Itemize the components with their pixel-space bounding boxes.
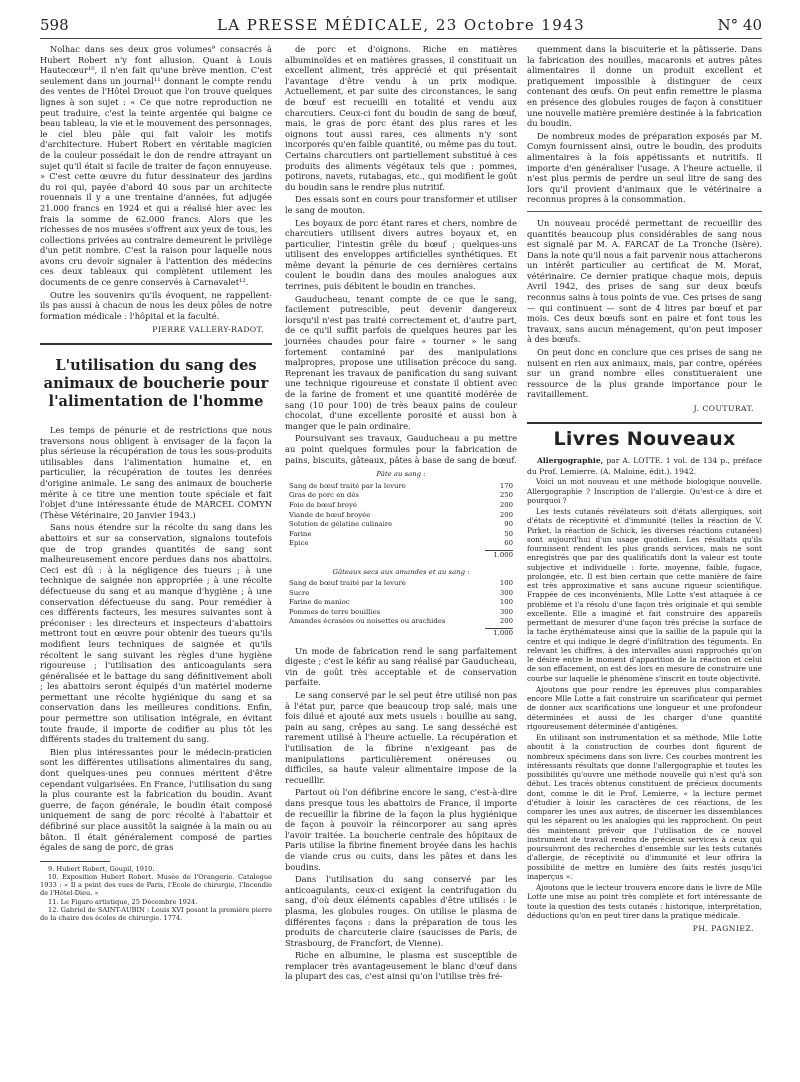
- signature: PH. PAGNIEZ.: [692, 924, 754, 934]
- paragraph: Voici un mot nouveau et une méthode biologique nouvelle. Allergographie ? Inscription de l'allergie. Qu'est-ce à dire et pourquoi ?: [527, 477, 762, 505]
- paragraph: En utilisant son instrumentation et sa méthode, Mlle Lotte aboutit à la construction de courbes dont figurent de nombreux spécimens dans son livre. Ces courbes montrent les intéressants résultats que donne l'allergographie et toutes les possibilités qu'ouvre une méthode nouvelle qui n'est qu'à son début. Les tracés obtenus constituent de précieux documents dont, comme le dit le Prof. Lemierre, « la lecture permet d'étudier à loisir les caractères de ces réactions, de les comparer les unes aux autres, de discerner les dissemblances qui les séparent ou les analogies qui les rapprochent. On peut dès maintenant prévoir que l'utilisation de ce nouvel instrument de travail rendra de précieux services à ceux qui poursuivront des recherches d'ensemble sur les tests cutanés d'allergie, de réceptivité ou d'immunité et leur offrira la possibilité de mettre en lumière des faits restés jusqu'ici inaperçus ».: [527, 733, 762, 881]
- table-row: Sang de bœuf traité par la levure 170: [289, 481, 513, 490]
- journal-title: LA PRESSE MÉDICALE, 23 Octobre 1943: [216, 16, 586, 34]
- table-total: 1.000: [289, 628, 513, 639]
- section-divider: [40, 343, 272, 345]
- paragraph: Un mode de fabrication rend le sang parfaitement digeste ; c'est le kéfir au sang réalisé par Gauducheau, vin de goût très acceptable et de conservation parfaite.: [285, 645, 517, 688]
- table-row: Sucre 300: [289, 588, 513, 597]
- table-row: Epice 60: [289, 539, 513, 548]
- table-row: Foie de bœuf broyé 200: [289, 500, 513, 509]
- signature: PIERRE VALLERY-RADOT.: [152, 325, 264, 335]
- recipe-table-pate: [289, 470, 513, 560]
- header-rule: [40, 38, 762, 39]
- table-row: Viande de bœuf broyée 200: [289, 510, 513, 519]
- paragraph: Nolhac dans ses deux gros volumes⁹ consacrés à Hubert Robert n'y font allusion. Quant à Louis Hautecœur¹⁰, il n'en fait qu'une brève mention. C'est seulement dans un journal¹¹ donnant le compte rendu des ventes de l'Hôtel Drouot que l'on trouve quelques lignes à son sujet : « Ce que notre reproduction ne peut traduire, c'est la teinte argentée qui baigne ce beau tableau, la vie et le mouvement des personnages, le ciel bleu pâle qui fait valoir les motifs d'architecture. Hubert Robert en véritable magicien de la couleur possédait le don de rendre attrayant un sujet qu'il était si facile de traiter de façon ennuyeuse. » C'est cette œuvre du futur dessinateur des jardins du roi qui, payée d'abord 40 sous par un architecte rouennais il y a une trentaine d'années, fut adjugée 21.000 francs en 1924 et qui a réalisé hier avec les frais la somme de 62.000 francs. Alors que les richesses de nos musées s'offrent aux yeux de tous, les collections privées au contraire demeurent le privilège d'un petit nombre. C'est la raison pour laquelle nous avons cru devoir signaler à l'attention des médecins ces deux tableaux qui complètent utilement les documents de ce genre conservés à Carnavalet¹².: [40, 44, 272, 288]
- article-title: L'utilisation du sang des animaux de boucherie pour l'alimentation de l'homme: [43, 357, 269, 411]
- table-row: Amandes écrasées ou noisettes ou arachides 200: [289, 617, 513, 626]
- paragraph: Ajoutons que pour rendre les épreuves plus comparables encore Mlle Lotte a fait construire un scarificateur qui permet de donner aux scarifications une longueur et une profondeur déterminées et aussi de les charger d'une quantité rigoureusement déterminée d'antigènes.: [527, 684, 762, 731]
- footnote: 12. Gabriel de SAINT-AUBIN : Louis XVI posant la première pierre de la chaire des écoles de chirurgie. 1774.: [40, 905, 272, 922]
- paragraph: Gauducheau, tenant compte de ce que le sang, facilement putrescible, peut devenir dangereux lorsqu'il n'est pas traité correctement et, d'autre part, de ce qu'il suffit parfois de quelques heures par les journées chaudes pour faire « tourner » le sang fortement contaminé par des manipulations malpropres, propose une utilisation précoce du sang. Reprenant les travaux de panification du sang suivant une technique rigoureuse et constate il obtient avec de la farine de froment et une quantité modérée de sang (10 pour 100) de très beaux pains de couleur chocolat, d'une excellente porosité et aussi bon à manger que le pain ordinaire.: [285, 293, 517, 431]
- paragraph: Des essais sont en cours pour transformer et utiliser le sang de mouton.: [285, 194, 517, 215]
- table-row: Farine de manioc 100: [289, 598, 513, 607]
- page-number: 598: [40, 16, 69, 34]
- paragraph: de porc et d'oignons. Riche en matières albuminoïdes et en matières grasses, il constituait un excellent aliment, très apprécié et qui présentait l'avantage d'être vendu à un prix modique. Actuellement, et par suite des circonstances, le sang de bœuf est recueilli en totalité et vendu aux charcutiers. Ceux-ci font du boudin de sang de bœuf, mais, le gras de porc étant des plus rares et les oignons tout aussi rares, ces aliments n'y sont incorporés qu'en faible quantité, ou même pas du tout. Certains charcutiers ont partiellement substitué à ces produits des aliments végétaux tels que : pommes, potirons, navets, rutabagas, etc., qui modifient le goût du boudin sans le rendre plus nutritif.: [285, 44, 517, 192]
- paragraph: Riche en albumine, le plasma est susceptible de remplacer très avantageusement le blanc d'œuf dans la plupart des cas, c'est ainsi qu'on l'utilise très fré-: [285, 950, 517, 982]
- paragraph: Les temps de pénurie et de restrictions que nous traversons nous obligent à envisager de la façon la plus sérieuse la récupération de tous les sous-produits utilisables dans l'alimentation humaine et, en particulier, la récupération de toutes les denrées d'origine animale. Le sang des animaux de boucherie mérite à ce titre une mention toute spéciale et fait l'objet d'une intéressante étude de MARCEL COMYN (Thèse Vétérinaire, 20 Janvier 1943.): [40, 425, 272, 520]
- paragraph: De nombreux modes de préparation exposés par M. Comyn fournissent ainsi, outre le boudin, des produits alimentaires à la fois appétissants et nutritifs. Il importe d'en généraliser l'usage. A l'heure actuelle, il n'est plus permis de perdre un seul litre de sang des lors qu'il provient d'animaux que le vétérinaire a reconnus propres à la consommation.: [527, 130, 762, 205]
- paragraph: quemment dans la biscuiterie et la pâtisserie. Dans la fabrication des nouilles, macaronis et autres pâtes alimentaires il donne un produit excellent et pratiquement impossible à distinguer de ceux contenant des œufs. On peut enfin remettre le plasma en présence des globules rouges de façon à constituer une nouvelle matière première destinée à la fabrication du boudin.: [527, 44, 762, 129]
- book-citation: Allergographie, par A. LOTTE. 1 vol. de 134 p., préface du Prof. Lemierre. (A. Maloine, édit.). 1942.: [527, 456, 762, 476]
- footnote: 10. Exposition Hubert Robert. Musée de l'Orangerie. Catalogue 1933 : « Il a peint des vues de Paris, l'Ecole de chirurgie, l'Incendie de l'Hôtel-Dieu. »: [40, 872, 272, 898]
- paragraph: Dans l'utilisation du sang conservé par les anticoagulants, ceux-ci exigent la centrifugation du sang, d'où deux éléments capables d'être utilisés : le plasma, les globules rouges. On utilise le plasma de différentes façons : dans la préparation de tous les produits de charcuterie claire (saucisses de Paris, de Strasbourg, de Francfort, de Vienne).: [285, 874, 517, 948]
- table-caption: Pâte au sang :: [376, 470, 426, 479]
- table-total: 1.000: [289, 550, 513, 561]
- paragraph: On peut donc en conclure que ces prises de sang ne nuisent en rien aux animaux, mais, par contre, opérées sur un grand nombre elles constitueraient une ressource de la plus grande importance pour le ravitaillement.: [527, 347, 762, 400]
- paragraph: Un nouveau procédé permettant de recueillir des quantités beaucoup plus considérables de sang nous est signalé par M. A. FARCAT de La Tronche (Isère). Dans la note qu'il nous a fait parvenir nous attacherons un intérêt particulier au certificat de M. Morat, vétérinaire. Ce dernier pratique chaque mois, depuis Avril 1942, des prises de sang sur deux bœufs reconnus sains à tous points de vue. Ces prises de sang — qui continuent — sont de 4 litres par bœuf et par mois. Ces deux bœufs sont en paire et font tous les travaux, sans aucun ménagement, qu'on peut imposer à des bœufs.: [527, 217, 762, 345]
- table-row: Sang de bœuf traité par la levure 100: [289, 579, 513, 588]
- recipe-table-gateaux: [289, 568, 513, 639]
- table-row: Solution de gélatine culinaire 90: [289, 520, 513, 529]
- table-caption: Gâteaux secs aux amandes et au sang :: [332, 567, 470, 576]
- paragraph: Les boyaux de porc étant rares et chers, nombre de charcutiers utilisent divers autres boyaux et, en particulier, l'intestin grêle du bœuf ; quelques-uns utilisent des enveloppes artificielles synthétiques. Et même devant la pénurie de ces dernières certains coulent le boudin dans des moules analogues aux terrines, puis débitent le boudin en tranches.: [285, 217, 517, 292]
- footnote: 11. Le Figaro artistique, 25 Décembre 1924.: [48, 897, 198, 906]
- section-divider: [527, 422, 762, 424]
- paragraph: Outre les souvenirs qu'ils évoquent, ne rappellent-ils pas aussi à chacun de nous les deux pôles de notre formation médicale : l'hôpital et la faculté.: [40, 289, 272, 321]
- footnote: 9. Hubert Robert, Goupil, 1910.: [48, 864, 155, 873]
- paragraph: Les tests cutanés révélateurs soit d'états allergiques, soit d'états de réceptivité et d'immunité (telles la réaction de V. Pirket, la réaction de Schick, les diverses réactions cutanées) sont aujourd'hui d'un usage quotidien. Les résultats qu'ils fournissent rendent les plus grands services, mais ne sont enregistrés que par des qualificatifs dont la valeur est toute subjective et individuelle : forte, moyenne, faible, fugace, prolongée, etc. Il est bien certain que cette manière de faire est très approximative et sans aucune rigueur scientifique. Frappée de ces inconvénients, Mlle Lotte s'est attaquée à ce problème et l'a résolu d'une façon très originale et qui semble excellente. Elle a imaginé et fait construire des appareils permettant de mesurer d'une façon très précise la surface de la tache érythémateuse ainsi que la saillie de la papule qui la centre et qui indique le degré d'infiltration des téguments. En relevant les chiffres, à des intervalles aussi rapprochés qu'on le désire entre le moment d'apparition de la réaction et celui de son effacement, on est dès lors en mesure de construire une courbe sur laquelle le phénomène s'inscrit en toute objectivité.: [527, 507, 762, 683]
- paragraph: Sans nous étendre sur la récolte du sang dans les abattoirs et sur sa conservation, signalons toutefois que de trop grandes quantités de sang sont malheureusement encore perdues dans nos abattoirs. Ceci est dû : à la négligence des tueurs ; à une technique de saignée non appropriée ; à une récolte défectueuse du sang et au manque d'hygiène ; à une conservation défectueuse du sang. Pour remédier à ces différents facteurs, les mesures suivantes sont à préconiser : les directeurs et inspecteurs d'abattoirs mettront tout en œuvre pour obtenir des tueurs qu'ils modifient leurs techniques de saignée et qu'ils récoltent le sang suivant les règles d'une hygiène rigoureuse ; l'utilisation des anticoagulants sera généralisée et le battage du sang définitivement aboli ; les abattoirs seront équipés d'un matériel moderne permettant une récolte hygiénique du sang et sa conservation dans les meilleures conditions. Enfin, pour permettre son utilisation intégrale, en évitant toute fraude, il importe de codifier au plus tôt les différents stades du traitement du sang.: [40, 522, 272, 745]
- column-middle: [285, 44, 517, 982]
- table-row: Farine 50: [289, 529, 513, 538]
- page-header: [40, 14, 762, 38]
- footnote-separator: [40, 861, 110, 862]
- section-title: Livres Nouveaux: [553, 427, 736, 450]
- column-right: [527, 44, 762, 939]
- paragraph: Bien plus intéressantes pour le médecin-praticien sont les différentes utilisations alimentaires du sang, dont quelques-unes peu connues méritent d'être cependant vulgarisées. En France, l'utilisation du sang la plus courante est la fabrication du boudin. Avant guerre, de façon générale, le boudin était composé uniquement de sang de porc récolté à l'abattoir et défibriné sur place aussitôt la saignée à la main ou au bâton. Il était généralement composé de parties égales de sang de porc, de gras: [40, 746, 272, 853]
- signature: J. COUTURAT.: [693, 404, 754, 413]
- column-left: [40, 44, 272, 922]
- paragraph: Le sang conservé par le sel peut être utilisé non pas à l'état pur, parce que beaucoup trop salé, mais une fois dilué et ajouté aux mets usuels : bouillie au sang, pain au sang, crêpes au sang. Le sang desséché est rarement utilisé à l'heure actuelle. La récupération et l'utilisation de la fibrine n'exigeant pas de manipulations particulièrement onéreuses ou difficiles, sa haute valeur alimentaire impose de la recueillir.: [285, 690, 517, 785]
- paragraph: Partout où l'on défibrine encore le sang, c'est-à-dire dans presque tous les abattoirs de France, il importe de recueillir la fibrine de la façon la plus hygiénique de façon à pouvoir la réincorporer au sang après l'avoir traitée. La boucherie centrale des hôpitaux de Paris utilise la fibrine finement broyée dans les hachis de viande crus ou cuits, dans les pâtes et dans les boudins.: [285, 787, 517, 872]
- section-divider: [527, 211, 762, 212]
- table-row: Pommes de terre bouillies 300: [289, 607, 513, 616]
- paragraph: Ajoutons que le lecteur trouvera encore dans le livre de Mlle Lotte une mise au point très complète et fort intéressante de toute la question des tests cutanés : historique, interprétation, déductions qu'on en peut tirer dans la pratique médicale.: [527, 883, 762, 920]
- book-review: [527, 477, 762, 920]
- paragraph: Poursuivant ses travaux, Gauducheau a pu mettre au point quelques formules pour la fabrication de pains, biscuits, gâteaux, pâtes à base de sang de bœuf.: [285, 433, 517, 465]
- table-row: Gras de porc en dés 250: [289, 491, 513, 500]
- issue-number: N° 40: [717, 16, 762, 34]
